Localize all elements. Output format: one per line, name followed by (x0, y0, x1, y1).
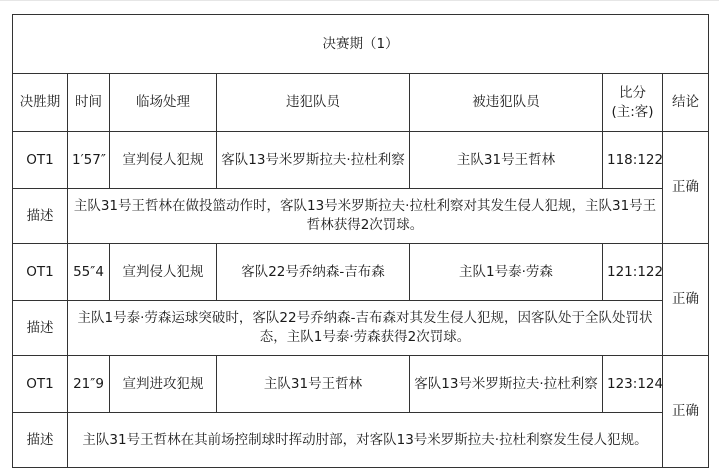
incident-period: OT1 (13, 244, 68, 301)
incident-score: 118:122 (603, 132, 663, 189)
incident-call: 宣判进攻犯规 (110, 356, 217, 413)
top-divider (0, 0, 719, 15)
header-period: 决胜期 (13, 74, 68, 132)
description-row (13, 413, 709, 468)
incident-period: OT1 (13, 132, 68, 189)
incident-offender: 主队31号王哲林 (217, 356, 410, 413)
table-title: 决赛期（1） (13, 15, 709, 74)
incident-verdict: 正确 (663, 244, 709, 356)
header-row (13, 74, 709, 132)
header-score-line2: (主:客) (611, 103, 654, 120)
description-row (13, 189, 709, 244)
incident-time: 21″9 (68, 356, 110, 413)
header-score-line1: 比分 (619, 84, 646, 101)
description-text: 主队1号泰·劳森运球突破时，客队22号乔纳森-吉布森对其发生侵人犯规，因客队处于全队处罚状态，主队1号泰·劳森获得2次罚球。 (68, 301, 663, 356)
header-offender: 违犯队员 (217, 74, 410, 132)
description-text: 主队31号王哲林在其前场控制球时挥动肘部，对客队13号米罗斯拉夫·拉杜利察发生侵人犯规。 (68, 413, 663, 468)
description-label: 描述 (13, 301, 68, 356)
incident-victim: 主队31号王哲林 (410, 132, 603, 189)
incident-victim: 客队13号米罗斯拉夫·拉杜利察 (410, 356, 603, 413)
incident-row (13, 132, 709, 189)
header-score (603, 74, 663, 132)
incident-victim: 主队1号泰·劳森 (410, 244, 603, 301)
incident-time: 55″4 (68, 244, 110, 301)
description-row (13, 301, 709, 356)
incident-verdict: 正确 (663, 132, 709, 244)
header-victim: 被违犯队员 (410, 74, 603, 132)
incident-score: 121:122 (603, 244, 663, 301)
description-label: 描述 (13, 413, 68, 468)
header-verdict: 结论 (663, 74, 709, 132)
incident-period: OT1 (13, 356, 68, 413)
incident-row (13, 356, 709, 413)
header-call: 临场处理 (110, 74, 217, 132)
incident-offender: 客队13号米罗斯拉夫·拉杜利察 (217, 132, 410, 189)
incident-verdict: 正确 (663, 356, 709, 468)
referee-decision-table (12, 14, 709, 468)
incident-score: 123:124 (603, 356, 663, 413)
incident-call: 宣判侵人犯规 (110, 132, 217, 189)
description-text: 主队31号王哲林在做投篮动作时，客队13号米罗斯拉夫·拉杜利察对其发生侵人犯规，主队31号王哲林获得2次罚球。 (68, 189, 663, 244)
incident-offender: 客队22号乔纳森-吉布森 (217, 244, 410, 301)
description-label: 描述 (13, 189, 68, 244)
incident-call: 宣判侵人犯规 (110, 244, 217, 301)
incident-row (13, 244, 709, 301)
incident-time: 1′57″ (68, 132, 110, 189)
header-time: 时间 (68, 74, 110, 132)
